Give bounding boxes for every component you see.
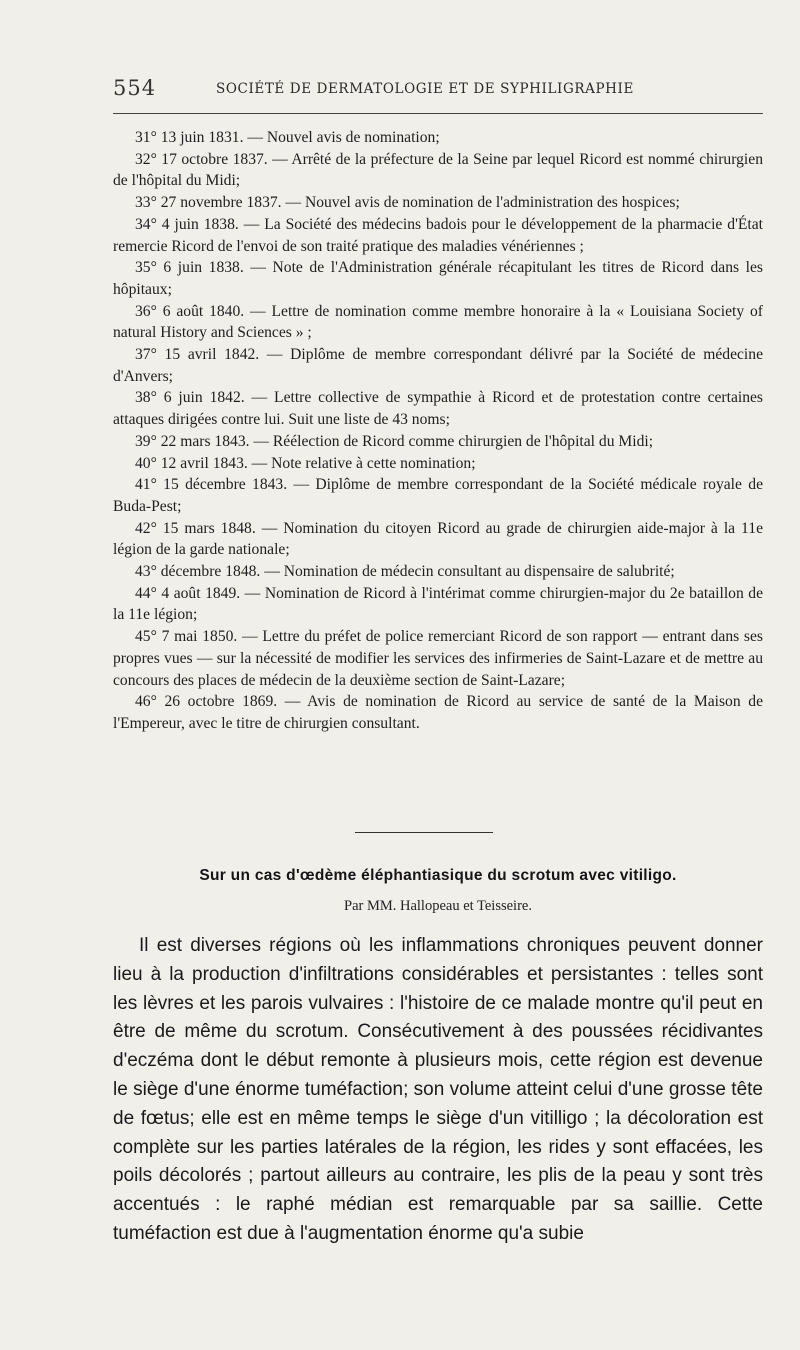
list-item: 32° 17 octobre 1837. — Arrêté de la préfecture de la Seine par lequel Ricord est nommé chirurgien de l'hôpital du Midi; (113, 150, 763, 190)
document-list (113, 127, 763, 735)
page-header (113, 76, 763, 104)
list-item: 38° 6 juin 1842. — Lettre collective de sympathie à Ricord et de protestation contre certaines attaques dirigées contre lui. Suit une liste de 43 noms; (113, 389, 763, 429)
list-item: 43° décembre 1848. — Nomination de médecin consultant au dispensaire de salubrité; (135, 563, 675, 581)
list-item: 34° 4 juin 1838. — La Société des médecins badois pour le développement de la pharmacie d'État remercie Ricord de l'envoi de son traité pratique des maladies vénériennes ; (113, 215, 763, 255)
article-authors: Par MM. Hallopeau et Teisseire. (344, 898, 532, 914)
list-item: 33° 27 novembre 1837. — Nouvel avis de nomination de l'administration des hospices; (135, 194, 680, 212)
article-body: Il est diverses régions où les inflammations chroniques peuvent donner lieu à la production d'infiltrations considérables et persistantes : telles sont les lèvres et les parois vulvaires : l'histoire de ce malade montre qu'il peut en être de même du scrotum. Consécutivement à des poussées récidivantes d'eczéma dont le début remonte à plusieurs mois, cette région est devenue le siège d'une énorme tuméfaction; son volume atteint celui d'une grosse tête de fœtus; elle est en même temps le siège d'un vitilligo ; la décoloration est complète sur les parties latérales de la région, les rides y sont effacées, les poils décolorés ; partout ailleurs au contraire, les plis de la peau y sont très accentués : le raphé médian est remarquable par sa saillie. Cette tuméfaction est due à l'augmentation énorme qu'a subie (113, 935, 763, 1244)
running-title: SOCIÉTÉ DE DERMATOLOGIE ET DE SYPHILIGRAPHIE (216, 81, 634, 97)
list-item: 35° 6 juin 1838. — Note de l'Administration générale récapitulant les titres de Ricord dans les hôpitaux; (113, 259, 763, 298)
list-item: 42° 15 mars 1848. — Nomination du citoyen Ricord au grade de chirurgien aide-major à la 11e légion de la garde nationale; (113, 519, 763, 559)
list-item: 45° 7 mai 1850. — Lettre du préfet de police remerciant Ricord de son rapport — entrant dans ses propres vues — sur la nécessité de modifier les services des infirmeries de Saint-Lazare et de mettre au concours des places de médecin de la deuxième section de Saint-Lazare; (113, 628, 763, 689)
header-rule (113, 113, 763, 114)
section-divider (355, 832, 493, 833)
list-item: 39° 22 mars 1843. — Réélection de Ricord comme chirurgien de l'hôpital du Midi; (135, 432, 654, 450)
list-item: 44° 4 août 1849. — Nomination de Ricord à l'intérimat comme chirurgien-major du 2e bataillon de la 11e légion; (113, 584, 763, 624)
list-item: 36° 6 août 1840. — Lettre de nomination comme membre honoraire à la « Louisiana Society of natural History and Sciences » ; (113, 302, 763, 342)
list-item: 37° 15 avril 1842. — Diplôme de membre correspondant délivré par la Société de médecine d'Anvers; (113, 346, 763, 385)
page-number: 554 (113, 76, 157, 100)
list-item: 40° 12 avril 1843. — Note relative à cette nomination; (135, 454, 476, 472)
list-item: 41° 15 décembre 1843. — Diplôme de membre correspondant de la Société médicale royale de Buda-Pest; (113, 476, 763, 515)
list-item: 31° 13 juin 1831. — Nouvel avis de nomination; (135, 129, 440, 146)
list-item: 46° 26 octobre 1869. — Avis de nomination de Ricord au service de santé de la Maison de l'Empereur, avec le titre de chirurgien consultant. (113, 693, 763, 732)
article-title: Sur un cas d'œdème éléphantiasique du scrotum avec vitiligo. (199, 867, 677, 884)
